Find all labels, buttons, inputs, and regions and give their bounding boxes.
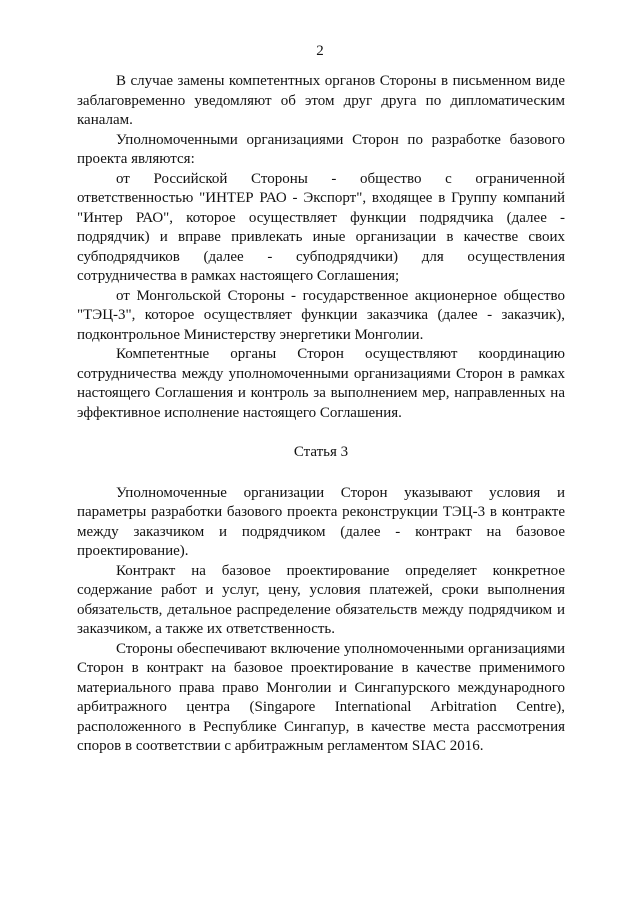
paragraph: Стороны обеспечивают включение уполномоченными организациями Сторон в контракт на базовое проектирование в качестве применимого материального права право Монголии и Сингапурского международного арбитражного центра (Singapore International Arbitration Centre), расположенного в Республике Сингапур, в качестве места рассмотрения споров в соответствии с арбитражным регламентом SIAC 2016.: [77, 640, 565, 754]
paragraph: В случае замены компетентных органов Стороны в письменном виде заблаговременно уведомляют об этом друг друга по дипломатическим каналам.: [77, 73, 565, 128]
paragraph: Уполномоченные организации Сторон указывают условия и параметры разработки базового проекта реконструкции ТЭЦ-3 в контракте между заказчиком и подрядчиком (далее - контракт на базовое проектирование).: [77, 484, 565, 559]
paragraph: от Российской Стороны - общество с ограниченной ответственностью "ИНТЕР РАО - Экспорт", входящее в Группу компаний "Интер РАО", которое осуществляет функции подрядчика (далее - подрядчик) и вправе привлекать иные организации в качестве своих субподрядчиков (далее - субподрядчики) для осуществления сотрудничества в рамках настоящего Соглашения;: [77, 170, 565, 284]
paragraph: от Монгольской Стороны - государственное акционерное общество "ТЭЦ-3", которое осуществляет функции заказчика (далее - заказчик), подконтрольное Министерству энергетики Монголии.: [77, 287, 565, 343]
article-heading: Статья 3: [293, 444, 349, 460]
paragraph: Компетентные органы Сторон осуществляют координацию сотрудничества между уполномоченными организациями Сторон в рамках настоящего Соглашения и контроль за выполнением мер, направленных на эффективное исполнение настоящего Соглашения.: [77, 346, 565, 421]
spacer: [77, 423, 565, 443]
paragraph: Уполномоченными организациями Сторон по разработке базового проекта являются:: [77, 131, 565, 167]
page-number: 2: [316, 43, 324, 59]
document-body: [77, 72, 565, 757]
paragraph: Контракт на базовое проектирование определяет конкретное содержание работ и услуг, цену, условия платежей, сроки выполнения обязательств, детальное распределение обязательств между подрядчиком и заказчиком, а также их ответственность.: [77, 562, 565, 637]
spacer: [77, 463, 565, 484]
